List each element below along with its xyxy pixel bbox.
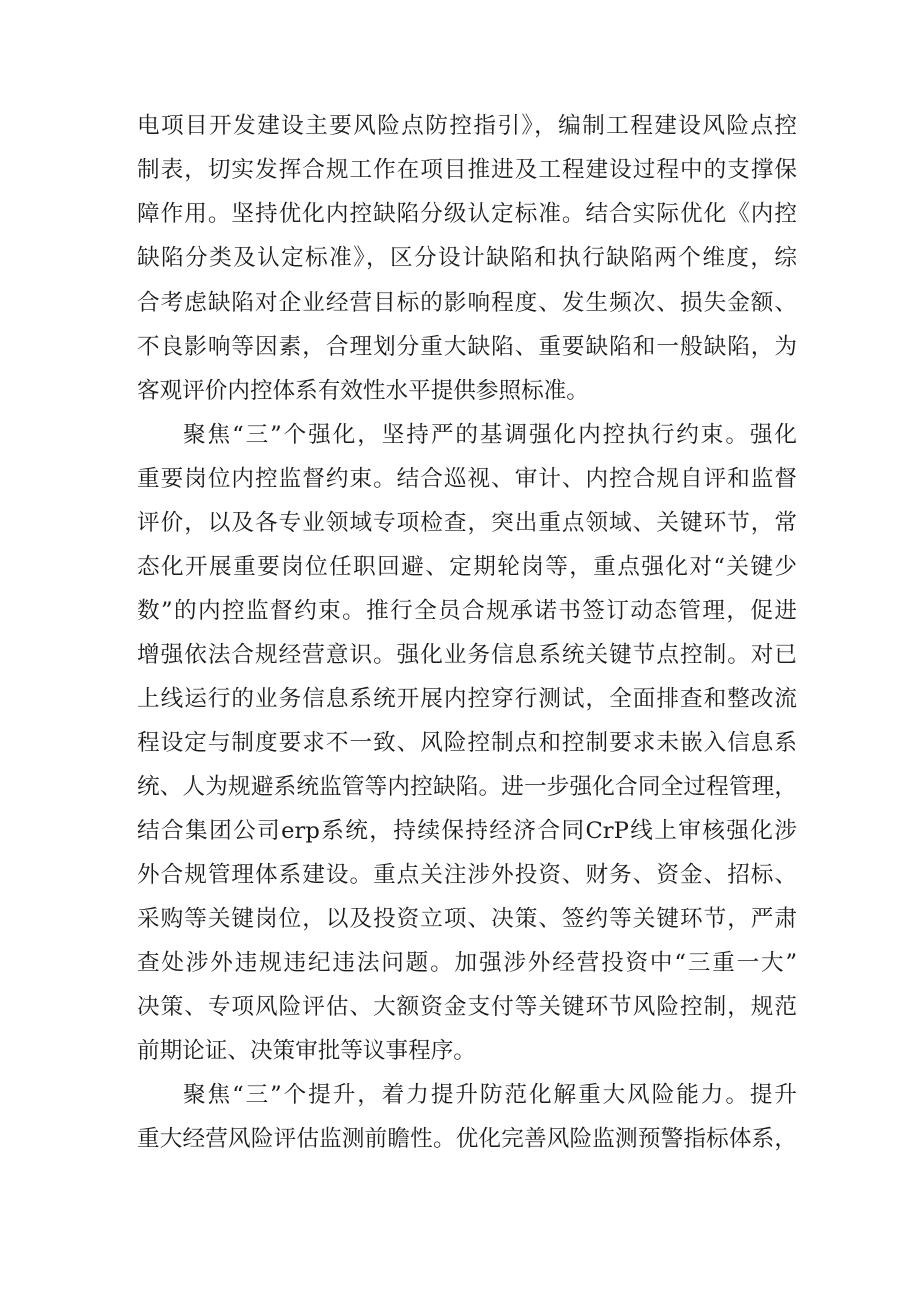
text-line: 决策、专项风险评估、大额资金支付等关键环节风险控制，规范 bbox=[137, 994, 797, 1020]
text-line: 评价，以及各专业领域专项检查，突出重点领域、关键环节，常 bbox=[137, 510, 797, 536]
text-line: 制表，切实发挥合规工作在项目推进及工程建设过程中的支撑保 bbox=[137, 157, 797, 183]
text-line: 电项目开发建设主要风险点防控指引》，编制工程建设风险点控 bbox=[137, 113, 797, 139]
text-line: 客观评价内控体系有效性水平提供参照标准。 bbox=[137, 378, 589, 404]
text-line: 重要岗位内控监督约束。结合巡视、审计、内控合规自评和监督 bbox=[137, 466, 797, 492]
text-line: 缺陷分类及认定标准》，区分设计缺陷和执行缺陷两个维度，综 bbox=[137, 245, 797, 271]
text-line: 结合集团公司erp系统，持续保持经济合同CrP线上审核强化涉 bbox=[137, 818, 797, 844]
text-line: 增强依法合规经营意识。强化业务信息系统关键节点控制。对已 bbox=[137, 642, 797, 668]
text-line: 程设定与制度要求不一致、风险控制点和控制要求未嵌入信息系 bbox=[137, 730, 797, 756]
paragraph-start-line: 聚焦“三”个强化，坚持严的基调强化内控执行约束。强化 bbox=[183, 422, 797, 448]
text-line: 障作用。坚持优化内控缺陷分级认定标准。结合实际优化《内控 bbox=[137, 201, 797, 227]
text-line: 不良影响等因素，合理划分重大缺陷、重要缺陷和一般缺陷，为 bbox=[137, 334, 797, 360]
text-line: 合考虑缺陷对企业经营目标的影响程度、发生频次、损失金额、 bbox=[137, 290, 797, 316]
text-line: 前期论证、决策审批等议事程序。 bbox=[137, 1038, 476, 1064]
text-line: 外合规管理体系建设。重点关注涉外投资、财务、资金、招标、 bbox=[137, 862, 797, 888]
text-line: 态化开展重要岗位任职回避、定期轮岗等，重点强化对“关键少 bbox=[137, 554, 797, 580]
text-line: 采购等关键岗位，以及投资立项、决策、签约等关键环节，严肃 bbox=[137, 906, 797, 932]
text-line: 数”的内控监督约束。推行全员合规承诺书签订动态管理，促进 bbox=[137, 598, 797, 624]
text-line: 上线运行的业务信息系统开展内控穿行测试，全面排查和整改流 bbox=[137, 686, 797, 712]
text-line: 统、人为规避系统监管等内控缺陷。进一步强化合同全过程管理， bbox=[137, 774, 797, 800]
text-line: 重大经营风险评估监测前瞻性。优化完善风险监测预警指标体系， bbox=[137, 1126, 797, 1152]
text-line: 查处涉外违规违纪违法问题。加强涉外经营投资中“三重一大” bbox=[137, 950, 797, 976]
paragraph-start-line: 聚焦“三”个提升，着力提升防范化解重大风险能力。提升 bbox=[183, 1082, 797, 1108]
